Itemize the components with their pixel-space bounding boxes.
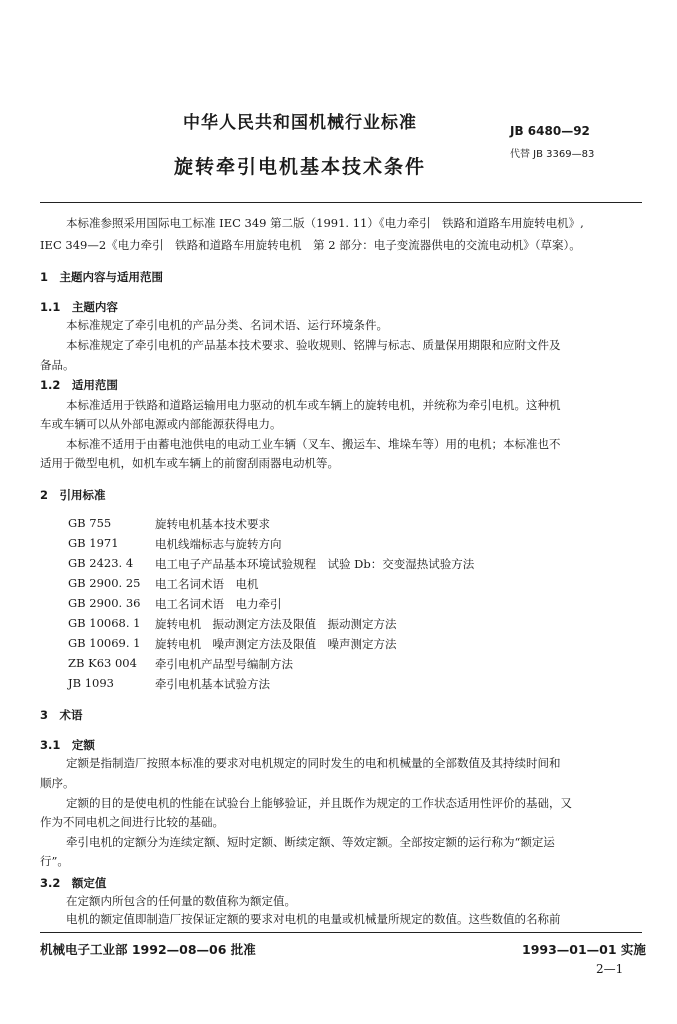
section-3-2-para-2: 电机的额定值即制造厂按保证定额的要求对电机的电量或机械量所规定的数值。这些数值的名称前 (66, 912, 561, 926)
ref-name: 电机线端标志与旋转方向 (155, 537, 282, 551)
section-3-1-para-3a: 牵引电机的定额分为连续定额、短时定额、断续定额、等效定额。全部按定额的运行称为“额定运 (66, 835, 555, 849)
effective-date: 1993—01—01 实施 (522, 942, 646, 957)
section-3-1-heading: 3.1 定额 (40, 738, 95, 752)
issuing-org-title: 中华人民共和国机械行业标准 (183, 113, 417, 133)
header-divider (40, 202, 642, 203)
ref-name: 旋转电机基本技术要求 (155, 517, 270, 531)
section-3-1-para-2a: 定额的目的是使电机的性能在试验台上能够验证，并且既作为规定的工作状态适用性评价的基础，又 (66, 796, 572, 810)
section-1-1-para-2a: 本标准规定了牵引电机的产品基本技术要求、验收规则、铭牌与标志、质量保用期限和应附文件及 (66, 338, 561, 352)
section-3-2-heading: 3.2 额定值 (40, 876, 107, 890)
intro-line-2: IEC 349—2《电力牵引 铁路和道路车用旋转电机 第 2 部分：电子变流器供电的交流电动机》（草案）。 (40, 238, 581, 252)
section-1-1-heading: 1.1 主题内容 (40, 300, 118, 314)
section-3-1-para-2b: 作为不同电机之间进行比较的基础。 (40, 815, 224, 829)
footer-divider (40, 932, 642, 933)
section-1-2-para-2a: 本标准不适用于由蓄电池供电的电动工业车辆（叉车、搬运车、堆垛车等）用的电机；本标准也不 (66, 437, 561, 451)
ref-code: GB 10069. 1 (68, 636, 141, 650)
ref-code: GB 755 (68, 516, 112, 530)
section-3-heading: 3 术语 (40, 708, 83, 722)
ref-code: GB 2423. 4 (68, 556, 134, 570)
section-3-1-para-1b: 顺序。 (40, 776, 75, 790)
ref-name: 旋转电机 噪声测定方法及限值 噪声测定方法 (155, 637, 397, 651)
replaced-standard: 代替 JB 3369—83 (510, 149, 595, 160)
section-1-2-para-1b: 车或车辆可以从外部电源或内部能源获得电力。 (40, 417, 282, 431)
section-2-heading: 2 引用标准 (40, 488, 106, 502)
ref-code: ZB K63 004 (68, 656, 137, 670)
document-title: 旋转牵引电机基本技术条件 (173, 156, 426, 178)
section-3-2-para-1: 在定额内所包含的任何量的数值称为额定值。 (66, 894, 296, 908)
ref-name: 电工电子产品基本环境试验规程 试验 Db：交变湿热试验方法 (155, 557, 475, 571)
page-number: 2—1 (596, 962, 624, 976)
ref-name: 牵引电机基本试验方法 (155, 677, 270, 691)
section-1-1-para-2b: 备品。 (40, 358, 75, 372)
ref-code: GB 10068. 1 (68, 616, 141, 630)
ref-name: 电工名词术语 电力牵引 (155, 597, 282, 611)
ref-code: JB 1093 (68, 676, 114, 690)
ref-name: 电工名词术语 电机 (155, 577, 259, 591)
section-3-1-para-1a: 定额是指制造厂按照本标准的要求对电机规定的同时发生的电和机械量的全部数值及其持续时间和 (66, 756, 561, 770)
intro-line-1: 本标准参照采用国际电工标准 IEC 349 第二版（1991. 11）《电力牵引 铁路和道路车用旋转电机》, (66, 216, 584, 230)
section-1-heading: 1 主题内容与适用范围 (40, 270, 164, 284)
ref-name: 旋转电机 振动测定方法及限值 振动测定方法 (155, 617, 397, 631)
ref-code: GB 2900. 25 (68, 576, 141, 590)
ref-code: GB 1971 (68, 536, 119, 550)
section-1-2-para-1a: 本标准适用于铁路和道路运输用电力驱动的机车或车辆上的旋转电机，并统称为牵引电机。这种机 (66, 398, 561, 412)
section-1-2-heading: 1.2 适用范围 (40, 378, 118, 392)
section-3-1-para-3b: 行”。 (40, 854, 69, 868)
standard-number: JB 6480—92 (510, 124, 590, 138)
section-1-2-para-2b: 适用于微型电机，如机车或车辆上的前窗刮雨器电动机等。 (40, 456, 339, 470)
approval-date: 机械电子工业部 1992—08—06 批准 (40, 942, 256, 957)
ref-code: GB 2900. 36 (68, 596, 141, 610)
ref-name: 牵引电机产品型号编制方法 (155, 657, 293, 671)
section-1-1-para-1: 本标准规定了牵引电机的产品分类、名词术语、运行环境条件。 (66, 318, 388, 332)
